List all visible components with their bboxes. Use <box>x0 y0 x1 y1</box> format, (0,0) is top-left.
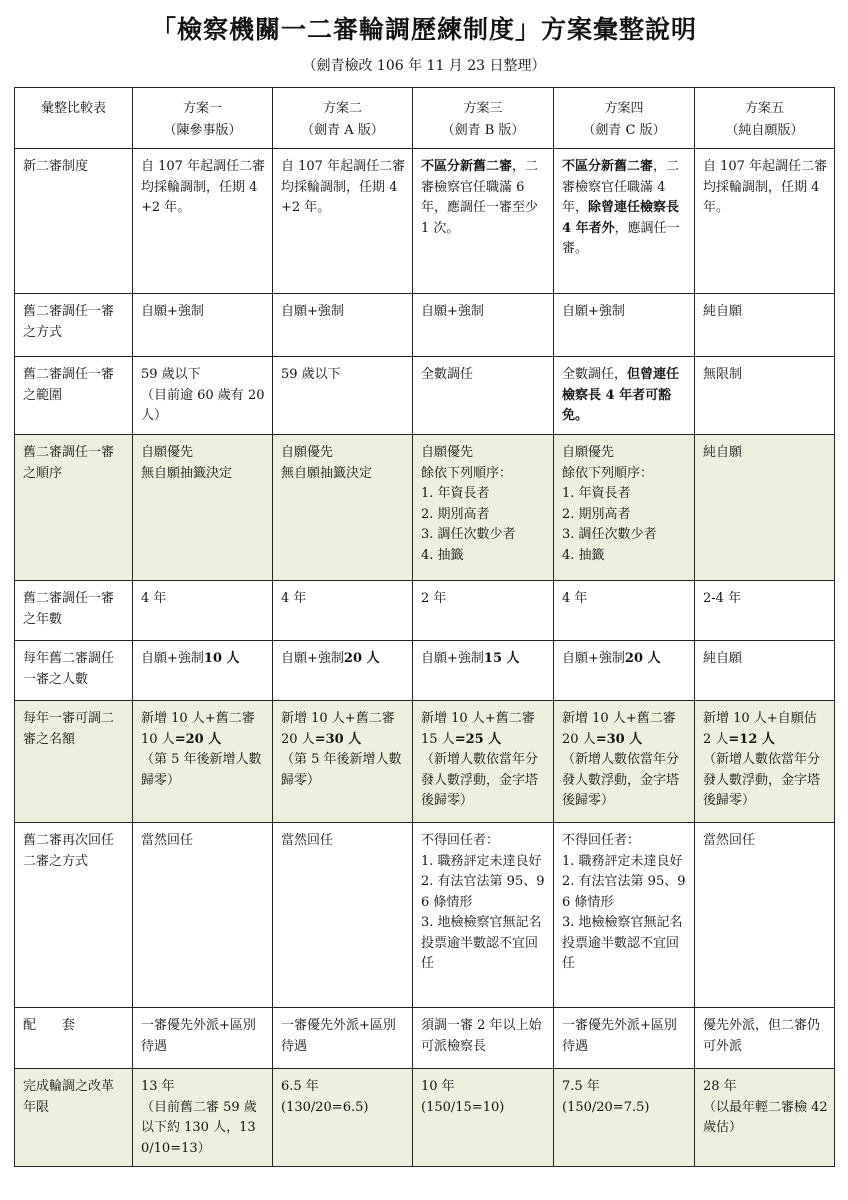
plan-name: 方案五 <box>744 101 784 116</box>
cell: 一審優先外派+區別待遇 <box>554 1008 695 1069</box>
row-transfer-order <box>15 435 835 581</box>
plan-name: 方案一 <box>182 101 222 116</box>
row-label: 配 套 <box>15 1008 133 1069</box>
list-item: 3. 地檢檢察官無記名投票逾半數認不宜回任 <box>421 915 542 971</box>
plan-name: 方案四 <box>604 101 644 116</box>
row-reform-timeline <box>15 1069 835 1167</box>
list-item: 2. 有法官法第 95、96 條情形 <box>562 874 686 910</box>
bold-text: 15 人 <box>483 651 520 666</box>
cell: 4 年 <box>133 581 273 641</box>
text: ，二審檢察官任職滿 6 年，應調任一審至少 1 次。 <box>421 159 539 236</box>
note: （新增人數依當年分發人數浮動，金字塔後歸零） <box>703 752 821 808</box>
row-label: 新二審制度 <box>15 149 133 294</box>
list-item: 4. 抽籤 <box>421 547 464 563</box>
row-label: 舊二審調任一審之年數 <box>15 581 133 641</box>
bold-text: 20 人 <box>343 651 380 666</box>
note: (150/20=7.5) <box>562 1099 650 1115</box>
cell <box>554 149 695 294</box>
row-label: 舊二審再次回任二審之方式 <box>15 823 133 1008</box>
cell: 59 歲以下 <box>273 357 413 435</box>
plan-5-header <box>695 88 835 149</box>
text: 自願優先 <box>281 445 334 460</box>
plan-source: （純自願版） <box>725 123 804 138</box>
text: 全數調任， <box>562 367 628 382</box>
list-item: 不得回任者： <box>562 833 641 848</box>
list-item: 2. 期別高者 <box>421 506 490 522</box>
note: （目前舊二審 59 歲以下約 130 人，130/10=13） <box>141 1099 257 1156</box>
document-subtitle: （劍青檢改 106 年 11 月 23 日整理） <box>302 58 546 74</box>
list-item: 3. 調任次數少者 <box>562 527 657 542</box>
row-label: 每年一審可調二審之名額 <box>15 701 133 823</box>
text: 新增 10 人+舊二審 15 人 <box>421 711 535 747</box>
list-item: 自願優先 <box>421 445 474 460</box>
text: ，應調任一審。 <box>562 220 680 256</box>
text: （目前逾 60 歲有 20 人） <box>141 387 265 423</box>
cell <box>554 435 695 581</box>
cell <box>133 1069 273 1167</box>
row-return-method <box>15 823 835 1008</box>
text: ，二審檢察官任職滿 4 年， <box>562 159 680 215</box>
row-annual-quota <box>15 701 835 823</box>
cell <box>413 149 554 294</box>
plan-3-header <box>413 88 554 149</box>
cell: 4 年 <box>273 581 413 641</box>
text: 自願+強制 <box>562 651 625 666</box>
cell <box>273 701 413 823</box>
cell: 自 107 年起調任二審均採輪調制，任期 4 年。 <box>695 149 835 294</box>
bold-text: 不區分新舊二審 <box>562 159 654 174</box>
list-item: 2. 有法官法第 95、96 條情形 <box>421 874 545 910</box>
comparison-table <box>14 87 835 1167</box>
cell <box>554 641 695 701</box>
cell: 自願+強制 <box>133 294 273 357</box>
text: 28 年 <box>703 1079 737 1094</box>
text: 無自願抽籤決定 <box>141 465 233 481</box>
cell <box>554 701 695 823</box>
bold-text: 20 人 <box>624 651 661 666</box>
note: (130/20=6.5) <box>281 1099 369 1115</box>
cell: 純自願 <box>695 641 835 701</box>
bold-text: =20 人 <box>174 731 222 747</box>
cell: 當然回任 <box>273 823 413 1008</box>
list-item: 1. 年資長者 <box>421 486 490 501</box>
bold-text: 但曾連任檢察長 4 年者可豁免。 <box>562 367 680 423</box>
list-item: 餘依下列順序： <box>421 465 513 481</box>
text: 無自願抽籤決定 <box>281 465 373 481</box>
list-item: 1. 職務評定未達良好 <box>562 853 683 869</box>
cell <box>133 641 273 701</box>
corner-header: 彙整比較表 <box>15 88 133 149</box>
cell <box>695 1069 835 1167</box>
list-item: 1. 年資長者 <box>562 486 631 501</box>
bold-text: =25 人 <box>454 731 502 747</box>
note: （第 5 年後新增人數歸零） <box>281 752 402 788</box>
cell: 純自願 <box>695 435 835 581</box>
cell <box>413 641 554 701</box>
plan-source: （陳參事版） <box>163 123 242 138</box>
cell <box>413 701 554 823</box>
text: 新增 10 人+舊二審 20 人 <box>562 711 676 747</box>
row-label: 舊二審調任一審之範圍 <box>15 357 133 435</box>
plan-source: （劍青 C 版） <box>582 123 666 138</box>
bold-text: 除曾連任檢察長 4 年者外 <box>562 200 680 236</box>
plan-1-header <box>133 88 273 149</box>
note: （以最年輕二審檢 42 歲估） <box>703 1099 828 1135</box>
text: 自願+強制 <box>281 651 344 666</box>
text: 新增 10 人+自願估 2 人 <box>703 711 817 747</box>
cell: 當然回任 <box>133 823 273 1008</box>
document-title: 「檢察機關一二審輪調歷練制度」方案彙整說明 <box>150 15 697 44</box>
list-item: 餘依下列順序： <box>562 465 654 481</box>
bold-text: 10 人 <box>203 651 240 666</box>
list-item: 2. 期別高者 <box>562 506 631 522</box>
bold-text: =30 人 <box>595 731 643 747</box>
text: 10 年 <box>421 1079 455 1094</box>
row-label: 每年舊二審調任一審之人數 <box>15 641 133 701</box>
header-row <box>15 88 835 149</box>
cell: 自願+強制 <box>273 294 413 357</box>
cell <box>554 357 695 435</box>
cell: 一審優先外派+區別待遇 <box>273 1008 413 1069</box>
cell: 須調一審 2 年以上始可派檢察長 <box>413 1008 554 1069</box>
cell <box>133 701 273 823</box>
note: (150/15=10) <box>421 1099 505 1115</box>
bold-text: 不區分新舊二審 <box>421 159 513 174</box>
row-annual-transfer-count <box>15 641 835 701</box>
note: （第 5 年後新增人數歸零） <box>141 752 262 788</box>
row-transfer-years <box>15 581 835 641</box>
cell: 當然回任 <box>695 823 835 1008</box>
note: （新增人數依當年分發人數浮動，金字塔後歸零） <box>562 752 680 808</box>
row-label: 舊二審調任一審之順序 <box>15 435 133 581</box>
text: 13 年 <box>141 1079 175 1094</box>
cell: 優先外派，但二審仍可外派 <box>695 1008 835 1069</box>
plan-source: （劍青 A 版） <box>301 123 384 138</box>
text: 6.5 年 <box>281 1079 319 1094</box>
list-item: 1. 職務評定未達良好 <box>421 853 542 869</box>
text: 7.5 年 <box>562 1079 600 1094</box>
plan-4-header <box>554 88 695 149</box>
cell <box>413 1069 554 1167</box>
row-label: 完成輪調之改革年限 <box>15 1069 133 1167</box>
cell <box>273 435 413 581</box>
list-item: 4. 抽籤 <box>562 547 605 563</box>
row-new-second-instance <box>15 149 835 294</box>
row-transfer-scope <box>15 357 835 435</box>
text: 新增 10 人+舊二審 10 人 <box>141 711 255 747</box>
bold-text: =12 人 <box>728 731 775 747</box>
cell: 純自願 <box>695 294 835 357</box>
row-label: 舊二審調任一審之方式 <box>15 294 133 357</box>
cell: 自願+強制 <box>413 294 554 357</box>
list-item: 3. 地檢檢察官無記名投票逾半數認不宜回任 <box>562 915 683 971</box>
note: （新增人數依當年分發人數浮動，金字塔後歸零） <box>421 752 539 808</box>
cell: 2 年 <box>413 581 554 641</box>
text: 自願優先 <box>141 445 194 460</box>
text: 59 歲以下 <box>141 367 201 382</box>
cell: 自 107 年起調任二審均採輪調制，任期 4+2 年。 <box>273 149 413 294</box>
cell: 全數調任 <box>413 357 554 435</box>
cell: 一審優先外派+區別待遇 <box>133 1008 273 1069</box>
cell <box>554 1069 695 1167</box>
text: 自願+強制 <box>421 651 484 666</box>
list-item: 自願優先 <box>562 445 615 460</box>
cell <box>273 1069 413 1167</box>
list-item: 不得回任者： <box>421 833 500 848</box>
cell <box>413 435 554 581</box>
cell <box>554 823 695 1008</box>
cell <box>133 357 273 435</box>
cell: 自 107 年起調任二審均採輪調制，任期 4+2 年。 <box>133 149 273 294</box>
cell: 無限制 <box>695 357 835 435</box>
list-item: 3. 調任次數少者 <box>421 527 516 542</box>
cell <box>413 823 554 1008</box>
row-supporting-measures <box>15 1008 835 1069</box>
bold-text: =30 人 <box>314 731 362 747</box>
cell <box>273 641 413 701</box>
plan-name: 方案三 <box>463 101 503 116</box>
plan-name: 方案二 <box>322 101 362 116</box>
plan-source: （劍青 B 版） <box>441 123 525 138</box>
cell <box>695 701 835 823</box>
row-transfer-method <box>15 294 835 357</box>
plan-2-header <box>273 88 413 149</box>
cell <box>133 435 273 581</box>
text: 新增 10 人+舊二審 20 人 <box>281 711 395 747</box>
text: 自願+強制 <box>141 651 204 666</box>
cell: 自願+強制 <box>554 294 695 357</box>
cell: 2-4 年 <box>695 581 835 641</box>
cell: 4 年 <box>554 581 695 641</box>
